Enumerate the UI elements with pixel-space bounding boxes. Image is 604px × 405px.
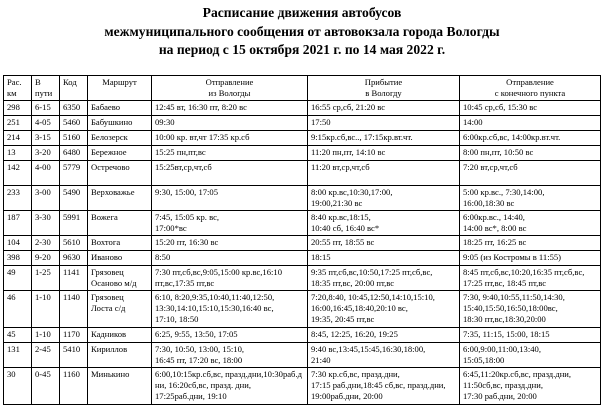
distance-cell: 45 [4, 328, 32, 343]
route-cell: Бабушкино [88, 116, 152, 131]
distance-cell: 251 [4, 116, 32, 131]
distance-cell: 30 [4, 368, 32, 405]
code-cell: 5460 [60, 116, 88, 131]
arrival-cell: 7:30 кр.сб,вс, празд.дни, 17:15 раб.дни,18:45 сб,вс, празд.дни, 19:00раб.дни, 20:00 [308, 368, 460, 405]
arrival-cell: 7:20,8:40, 10:45,12:50,14:10,15:10, 16:00,16:45,18:40,20:10 вс, 19:35, 20:45 пт,вс [308, 291, 460, 328]
route-cell: Кириллов [88, 343, 152, 368]
travel-time-cell: 6-15 [32, 101, 60, 116]
route-cell: Бережное [88, 146, 152, 161]
travel-time-cell: 4-05 [32, 116, 60, 131]
departure-cell: 7:30 пт,сб,вс,9:05,15:00 кр.вс,16:10 пт,вс,17:35 пт,вс [152, 266, 308, 291]
final-departure-cell: 10:45 ср,сб, 15:30 вс [460, 101, 601, 116]
departure-cell: 7:45, 15:05 кр. вс, 17:00*вс [152, 211, 308, 236]
travel-time-cell: 3-00 [32, 186, 60, 211]
route-cell: Кадников [88, 328, 152, 343]
distance-cell: 298 [4, 101, 32, 116]
code-cell: 9630 [60, 251, 88, 266]
arrival-cell: 16:55 ср,сб, 21:20 вс [308, 101, 460, 116]
title-line-2: межмуниципального сообщения от автовокзала города Вологды [104, 23, 500, 39]
arrival-cell: 8:45, 12:25, 16:20, 19:25 [308, 328, 460, 343]
arrival-cell: 9:35 пт,сб,вс,10:50,17:25 пт,сб,вс, 18:35 пт,вс, 20:00 пт,вс [308, 266, 460, 291]
route-cell: Минькино [88, 368, 152, 405]
travel-time-cell: 1-10 [32, 291, 60, 328]
distance-cell: 142 [4, 161, 32, 186]
table-row [4, 251, 601, 266]
final-departure-cell: 8:45 пт,сб,вс,10:20,16:35 пт,сб,вс, 17:25 пт,вс, 18:45 пт,вс [460, 266, 601, 291]
code-cell: 5410 [60, 343, 88, 368]
code-cell: 6350 [60, 101, 88, 116]
col-header-code: Код [60, 76, 88, 101]
travel-time-cell: 4-00 [32, 161, 60, 186]
route-cell: Белозерск [88, 131, 152, 146]
route-cell: Вохтога [88, 236, 152, 251]
col-header-distance: Рас. км [4, 76, 32, 101]
code-cell: 1141 [60, 266, 88, 291]
route-cell: Верховажье [88, 186, 152, 211]
page-title [0, 4, 604, 60]
schedule-table [3, 75, 601, 405]
col-header-route: Маршрут [88, 76, 152, 101]
travel-time-cell: 1-10 [32, 328, 60, 343]
distance-cell: 214 [4, 131, 32, 146]
table-header-row [4, 76, 601, 101]
arrival-cell: 18:15 [308, 251, 460, 266]
table-row [4, 291, 601, 328]
arrival-cell: 8:40 кр.вс,18:15, 10:40 сб, 16:40 вс* [308, 211, 460, 236]
arrival-cell: 9:40 вс,13:45,15:45,16:30,18:00, 21:40 [308, 343, 460, 368]
route-cell: Иваново [88, 251, 152, 266]
code-cell: 6480 [60, 146, 88, 161]
travel-time-cell: 9-20 [32, 251, 60, 266]
title-line-1: Расписание движения автобусов [202, 5, 402, 20]
departure-cell: 9:30, 15:00, 17:05 [152, 186, 308, 211]
final-departure-cell: 7:30, 9:40,10:55,11:50,14:30, 15:40,15:50,16:50,18:00вс, 18:30 пт,вс,18:30,20:00 [460, 291, 601, 328]
route-cell: Грязовец Лоста с/д [88, 291, 152, 328]
final-departure-cell: 5:00 кр.вс., 7:30,14:00, 16:00,18:30 вс [460, 186, 601, 211]
travel-time-cell: 3-20 [32, 146, 60, 161]
departure-cell: 12:45 вт, 16:30 пт, 8:20 вс [152, 101, 308, 116]
table-row [4, 186, 601, 211]
distance-cell: 13 [4, 146, 32, 161]
arrival-cell: 20:55 пт, 18:55 вс [308, 236, 460, 251]
final-departure-cell: 14:00 [460, 116, 601, 131]
code-cell: 5779 [60, 161, 88, 186]
code-cell: 5490 [60, 186, 88, 211]
table-row [4, 343, 601, 368]
arrival-cell: 17:50 [308, 116, 460, 131]
col-header-final-departure: Отправление с конечного пункта [460, 76, 601, 101]
table-row [4, 368, 601, 405]
route-cell: Вожега [88, 211, 152, 236]
code-cell: 1160 [60, 368, 88, 405]
distance-cell: 398 [4, 251, 32, 266]
departure-cell: 6:10, 8:20,9:35,10:40,11:40,12:50, 13:30,14:10,15:10,15:30,16:40 вс, 17:10, 18:50 [152, 291, 308, 328]
departure-cell: 6:25, 9:55, 13:50, 17:05 [152, 328, 308, 343]
travel-time-cell: 1-25 [32, 266, 60, 291]
final-departure-cell: 6:00кр.сб,вс, 14:00кр.вт.чт. [460, 131, 601, 146]
departure-cell: 6:00,10:15кр.сб,вс, празд.дни,10:30раб.д ни, 16:20сб,вс, празд. дни, 17:25раб.дни, 19:10 [152, 368, 308, 405]
departure-cell: 09:30 [152, 116, 308, 131]
distance-cell: 233 [4, 186, 32, 211]
code-cell: 5610 [60, 236, 88, 251]
final-departure-cell: 9:05 (из Костромы в 11:55) [460, 251, 601, 266]
route-cell: Грязовец Осаново м/д [88, 266, 152, 291]
col-header-departure: Отправление из Вологды [152, 76, 308, 101]
travel-time-cell: 0-45 [32, 368, 60, 405]
departure-cell: 15:25вт,ср,чт,сб [152, 161, 308, 186]
travel-time-cell: 2-30 [32, 236, 60, 251]
travel-time-cell: 3-15 [32, 131, 60, 146]
title-line-3: на период с 15 октября 2021 г. по 14 мая 2022 г. [158, 42, 446, 57]
arrival-cell: 8:00 кр.вс,10:30,17:00, 19:00,21:30 вс [308, 186, 460, 211]
code-cell: 1170 [60, 328, 88, 343]
arrival-cell: 9:15кр.сб,вс.., 17:15кр.вт.чт. [308, 131, 460, 146]
travel-time-cell: 3-30 [32, 211, 60, 236]
final-departure-cell: 7:35, 11:15, 15:00, 18:15 [460, 328, 601, 343]
final-departure-cell: 18:25 пт, 16:25 вс [460, 236, 601, 251]
departure-cell: 15:25 пн,пт,вс [152, 146, 308, 161]
table-row [4, 116, 601, 131]
departure-cell: 10:00 кр. вт,чт 17:35 кр.сб [152, 131, 308, 146]
table-row [4, 266, 601, 291]
route-cell: Остречово [88, 161, 152, 186]
final-departure-cell: 8:00 пн,пт, 10:50 вс [460, 146, 601, 161]
departure-cell: 8:50 [152, 251, 308, 266]
col-header-travel-time: В пути [32, 76, 60, 101]
code-cell: 5160 [60, 131, 88, 146]
code-cell: 5991 [60, 211, 88, 236]
table-row [4, 101, 601, 116]
final-departure-cell: 6:00,9:00,11:00,13:40, 15:05,18:00 [460, 343, 601, 368]
table-row [4, 328, 601, 343]
distance-cell: 49 [4, 266, 32, 291]
distance-cell: 187 [4, 211, 32, 236]
distance-cell: 104 [4, 236, 32, 251]
table-row [4, 211, 601, 236]
col-header-arrival: Прибытие в Вологду [308, 76, 460, 101]
arrival-cell: 11:20 вт,ср,чт,сб [308, 161, 460, 186]
distance-cell: 46 [4, 291, 32, 328]
table-row [4, 131, 601, 146]
table-row [4, 236, 601, 251]
travel-time-cell: 2-45 [32, 343, 60, 368]
table-row [4, 161, 601, 186]
table-row [4, 146, 601, 161]
arrival-cell: 11:20 пн,пт, 14:10 вс [308, 146, 460, 161]
distance-cell: 131 [4, 343, 32, 368]
departure-cell: 15:20 пт, 16:30 вс [152, 236, 308, 251]
final-departure-cell: 6:00кр.вс., 14:40, 14:00 вс*, 8:00 вс [460, 211, 601, 236]
final-departure-cell: 7:20 вт,ср,чт,сб [460, 161, 601, 186]
route-cell: Бабаево [88, 101, 152, 116]
final-departure-cell: 6:45,11:20кр.сб,вс, празд.дни, 11:50сб,вс, празд.дни, 17:30 раб.дни, 20:00 [460, 368, 601, 405]
departure-cell: 7:30, 10:50, 13:00, 15:10, 16:45 пт, 17:20 вс, 18:00 [152, 343, 308, 368]
code-cell: 1140 [60, 291, 88, 328]
